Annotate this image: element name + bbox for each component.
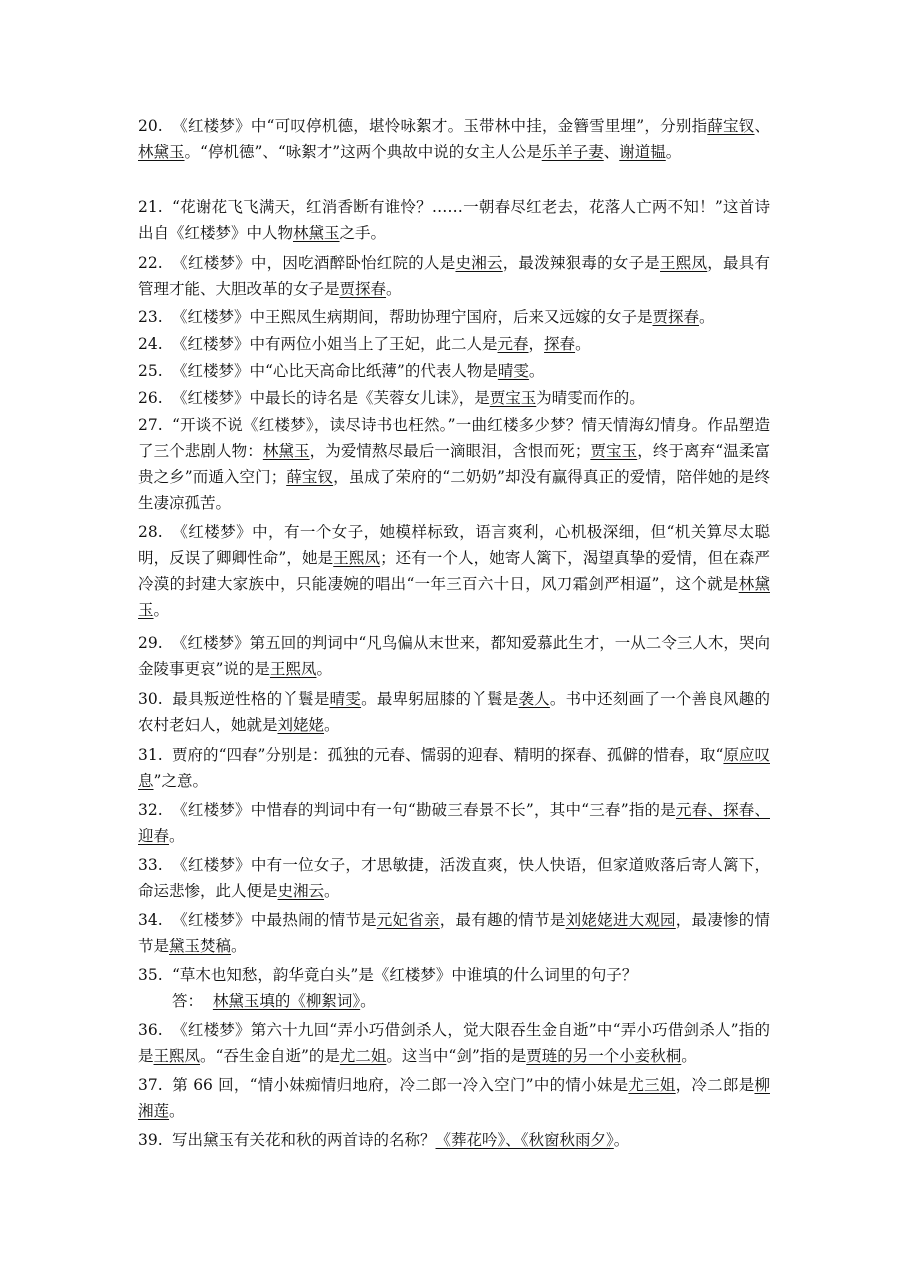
answer-blank: 原应叹息 xyxy=(138,746,770,790)
question-26: 26. 《红楼梦》中最长的诗名是《芙蓉女儿诔》，是贾宝玉为晴雯而作的。 xyxy=(138,385,770,411)
question-28: 28. 《红楼梦》中，有一个女子，她模样标致，语言爽利，心机极深细，但“机关算尽太聪明，反误了卿卿性命”，她是王熙凤；还有一个人，她寄人篱下，渴望真挚的爱情，但在森严冷漠的封建大家族中，只能凄婉的唱出“一年三百六十日，风刀霜剑严相逼”，这个就是林黛玉。 xyxy=(138,519,770,623)
question-number: 24. xyxy=(138,335,163,353)
question-number: 31. xyxy=(138,746,163,764)
answer-label: 答： xyxy=(172,992,204,1010)
question-36: 36. 《红楼梦》第六十九回“弄小巧借剑杀人，觉大限吞生金自逝”中“弄小巧借剑杀人”指的是王熙凤。“吞生金自逝”的是尤二姐。这当中“剑”指的是贾琏的另一个小妾秋桐。 xyxy=(138,1017,770,1069)
question-20: 20. 《红楼梦》中“可叹停机德，堪怜咏絮才。玉带林中挂，金簪雪里埋”，分别指薛宝钗、林黛玉。“停机德”、“咏絮才”这两个典故中说的女主人公是乐羊子妻、谢道韫。 xyxy=(138,113,770,165)
question-31: 31. 贾府的“四春”分别是：孤独的元春、懦弱的迎春、精明的探春、孤僻的惜春，取“原应叹息”之意。 xyxy=(138,742,770,794)
answer-line: 答： 林黛玉填的《柳絮词》。 xyxy=(172,992,376,1010)
question-34: 34. 《红楼梦》中最热闹的情节是元妃省亲，最有趣的情节是刘姥姥进大观园，最凄惨的情节是黛玉焚稿。 xyxy=(138,907,770,959)
question-number: 23. xyxy=(138,308,163,326)
answer-blank: 王熙凤 xyxy=(153,1047,201,1065)
question-33: 33. 《红楼梦》中有一位女子，才思敏捷，活泼直爽，快人快语，但家道败落后寄人篱下，命运悲惨，此人便是史湘云。 xyxy=(138,852,770,904)
answer-blank: 贾宝玉 xyxy=(489,389,537,407)
answer-blank: 贾宝玉 xyxy=(590,442,638,460)
answer-blank: 柳湘莲 xyxy=(138,1076,770,1120)
question-25: 25. 《红楼梦》中“心比天高命比纸薄”的代表人物是晴雯。 xyxy=(138,358,770,384)
question-number: 25. xyxy=(138,362,163,380)
answer-blank: 薛宝钗 xyxy=(286,468,334,486)
question-number: 35. xyxy=(138,966,163,984)
answer-blank: 林黛玉 xyxy=(262,442,310,460)
answer-blank: 王熙凤 xyxy=(333,549,381,567)
question-number: 27. xyxy=(138,416,163,434)
answer-blank: 林黛玉填的《柳絮词》 xyxy=(212,992,361,1010)
answer-blank: 林黛玉 xyxy=(138,143,185,161)
answer-blank: 史湘云 xyxy=(277,882,325,900)
answer-blank: 《葬花吟》、《秋窗秋雨夕》 xyxy=(435,1131,614,1149)
question-number: 30. xyxy=(138,690,163,708)
answer-blank: 贾琏的另一个小妾秋桐 xyxy=(526,1047,682,1065)
question-35: 35. “草木也知愁，韵华竟白头”是《红楼梦》中谁填的什么词里的句子？ 答： 林黛玉填的《柳絮词》。 xyxy=(138,962,770,1014)
question-number: 20. xyxy=(138,117,163,135)
question-22: 22. 《红楼梦》中，因吃酒醉卧怡红院的人是史湘云，最泼辣狠毒的女子是王熙凤，最具有管理才能、大胆改革的女子是贾探春。 xyxy=(138,250,770,302)
answer-blank: 谢道韫 xyxy=(619,143,666,161)
question-23: 23. 《红楼梦》中王熙凤生病期间，帮助协理宁国府，后来又远嫁的女子是贾探春。 xyxy=(138,304,770,330)
answer-blank: 林黛玉 xyxy=(138,575,770,619)
answer-blank: 元春、探春、迎春 xyxy=(138,801,770,845)
answer-blank: 尤二姐 xyxy=(339,1047,387,1065)
question-37: 37. 第 66 回，“情小妹痴情归地府，冷二郎一冷入空门”中的情小妹是尤三姐，冷二郎是柳湘莲。 xyxy=(138,1072,770,1124)
question-number: 26. xyxy=(138,389,163,407)
question-27: 27. “开谈不说《红楼梦》，读尽诗书也枉然。”一曲红楼多少梦？情天情海幻情身。作品塑造了三个悲剧人物：林黛玉，为爱情熬尽最后一滴眼泪，含恨而死；贾宝玉，终于离弃“温柔富贵之乡”而遁入空门；薛宝钗，虽成了荣府的“二奶奶”却没有赢得真正的爱情，陪伴她的是终生凄凉孤苦。 xyxy=(138,412,770,516)
question-number: 36. xyxy=(138,1021,163,1039)
question-21: 21. “花谢花飞飞满天，红消香断有谁怜？……一朝春尽红老去，花落人亡两不知！”这首诗出自《红楼梦》中人物林黛玉之手。 xyxy=(138,194,770,246)
answer-blank: 元妃省亲 xyxy=(376,911,440,929)
question-number: 21. xyxy=(138,198,163,216)
answer-blank: 王熙凤 xyxy=(660,254,708,272)
question-number: 33. xyxy=(138,856,163,874)
answer-blank: 探春 xyxy=(544,335,576,353)
answer-blank: 刘姥姥 xyxy=(277,716,325,734)
question-24: 24. 《红楼梦》中有两位小姐当上了王妃，此二人是元春，探春。 xyxy=(138,331,770,357)
question-number: 39. xyxy=(138,1131,163,1149)
question-number: 22. xyxy=(138,254,163,272)
answer-blank: 贾探春 xyxy=(339,280,387,298)
answer-blank: 王熙凤 xyxy=(269,660,317,678)
question-number: 32. xyxy=(138,801,163,819)
question-29: 29. 《红楼梦》第五回的判词中“凡鸟偏从末世来，都知爱慕此生才，一从二令三人木，哭向金陵事更哀”说的是王熙凤。 xyxy=(138,630,770,682)
question-number: 29. xyxy=(138,634,163,652)
answer-blank: 尤三姐 xyxy=(628,1076,676,1094)
question-number: 28. xyxy=(138,523,163,541)
answer-blank: 贾探春 xyxy=(652,308,700,326)
answer-blank: 晴雯 xyxy=(329,690,362,708)
question-30: 30. 最具叛逆性格的丫鬟是晴雯。最卑躬屈膝的丫鬟是袭人。书中还刻画了一个善良风趣的农村老妇人，她就是刘姥姥。 xyxy=(138,686,770,738)
answer-blank: 刘姥姥进大观园 xyxy=(565,911,676,929)
answer-blank: 林黛玉 xyxy=(293,224,340,242)
answer-blank: 元春 xyxy=(497,335,529,353)
answer-blank: 乐羊子妻 xyxy=(541,143,604,161)
answer-blank: 袭人 xyxy=(518,690,550,708)
question-39: 39. 写出黛玉有关花和秋的两首诗的名称？《葬花吟》、《秋窗秋雨夕》。 xyxy=(138,1127,770,1153)
answer-blank: 黛玉焚稿 xyxy=(169,937,232,955)
question-number: 37. xyxy=(138,1076,163,1094)
question-32: 32. 《红楼梦》中惜春的判词中有一句“勘破三春景不长”，其中“三春”指的是元春、探春、迎春。 xyxy=(138,797,770,849)
question-number: 34. xyxy=(138,911,163,929)
answer-blank: 薛宝钗 xyxy=(707,117,755,135)
answer-blank: 史湘云 xyxy=(455,254,503,272)
answer-blank: 晴雯 xyxy=(497,362,529,380)
